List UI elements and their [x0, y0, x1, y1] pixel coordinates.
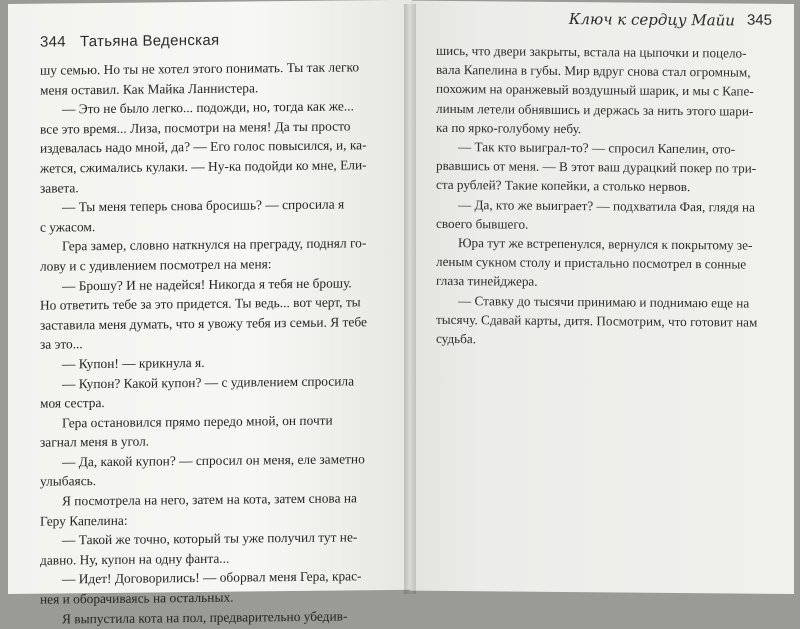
text-line: тысячу. Сдавай карты, дитя. Посмотрим, что готовит нам	[436, 311, 758, 330]
text-line: давно. Ну, купон на одну фанта...	[40, 550, 230, 568]
text-line: леным сукном столу и пристально посмотрел в сонные	[436, 254, 747, 272]
open-book	[8, 4, 794, 627]
text-line: Я посмотрела на него, затем на кота, затем снова на	[62, 490, 357, 509]
text-line: линым летели обнявшись и держась за нить этого шари-	[436, 100, 754, 119]
text-line: — Да, кто же выиграет? — подхватила Фая, глядя на	[458, 196, 755, 215]
text-line: — Купон? Какой купон? — с удивлением спросила	[62, 372, 355, 391]
left-page-text	[40, 57, 394, 629]
text-line: Но ответить тебе за это придется. Ты ведь... вот черт, ты	[40, 294, 361, 313]
text-line: издевалась надо мной, да? — Его голос повысился, и, ка-	[40, 137, 367, 157]
text-line: ка по ярко-голубому небу.	[436, 119, 582, 136]
right-page-header	[436, 9, 772, 30]
text-line: шу семью. Но ты не хотел этого понимать. Ты так легко	[40, 59, 360, 78]
text-line: похожим на оранжевый воздушный шарик, и мы с Капе-	[436, 81, 754, 100]
text-line: своего бывшего.	[436, 215, 529, 232]
text-line: шись, что двери закрыты, встала на цыпочки и поцело-	[436, 42, 747, 61]
right-page-number: 345	[746, 11, 772, 29]
text-line: — Такой же точно, который ты уже получил тут не-	[62, 529, 358, 548]
text-line: улыбаясь.	[40, 473, 97, 490]
text-line: — Идет! Договорились! — оборвал меня Гера, крас-	[62, 568, 362, 587]
text-line: Я выпустила кота на пол, предварительно убедив-	[62, 608, 348, 627]
author-name: Татьяна Веденская	[79, 31, 220, 51]
text-line: — Купон! — крикнула я.	[62, 354, 205, 372]
text-line: вала Капелина в губы. Мир вдруг снова стал огромным,	[436, 62, 751, 80]
text-line: рвавшись от меня. — В этот ваш дурацкий покер по три-	[436, 158, 757, 176]
text-line: за это...	[40, 336, 83, 352]
text-line: загнал меня в угол.	[40, 433, 150, 450]
text-line: судьба.	[436, 330, 477, 347]
text-line: завета.	[40, 179, 79, 196]
text-line: жется, сжимались кулаки. — Ну-ка подойди ко мне, Ели-	[40, 157, 367, 176]
right-page	[410, 1, 794, 594]
text-line: ста рублей? Такие копейки, а столько нервов.	[436, 177, 691, 195]
left-page	[8, 0, 412, 627]
right-page-text	[436, 41, 772, 351]
text-line: моя сестра.	[40, 395, 105, 411]
book-gutter	[404, 4, 416, 594]
text-line: лову и с удивлением посмотрел на меня:	[40, 256, 272, 274]
running-title: Ключ к сердцу Майи	[568, 10, 735, 30]
text-line: все это время... Лиза, посмотри на меня! Да ты просто	[40, 118, 351, 137]
text-line: — Это не было легко... подожди, но, тогда как же...	[62, 98, 354, 117]
text-line: заставила меня думать, что я увожу тебя из семьи. Я тебе	[40, 313, 367, 333]
left-page-number: 344	[40, 33, 66, 51]
text-line: — Брошу? И не надейся! Никогда я тебя не брошу.	[62, 274, 352, 293]
text-line: Геру Капелина:	[40, 512, 128, 529]
text-line: нея и оборачиваясь на остальных.	[40, 589, 234, 607]
text-line: — Так кто выиграл-то? — спросил Капелин, ото-	[458, 139, 736, 157]
text-line: с ужасом.	[40, 218, 96, 235]
text-line: — Ты меня теперь снова бросишь? — спросила я	[62, 196, 345, 215]
text-line: глаза тинейджера.	[436, 273, 538, 290]
left-page-header	[40, 30, 394, 51]
text-line: — Ставку до тысячи принимаю и поднимаю еще на	[458, 292, 750, 311]
text-line: — Да, какой купон? — спросил он меня, еле заметно	[62, 451, 365, 470]
text-line: Юра тут же встрепенулся, вернулся к покрытому зе-	[458, 235, 753, 253]
text-line: Гера остановился прямо передо мной, он почти	[62, 412, 333, 431]
text-line: Гера замер, словно наткнулся на преграду, поднял го-	[62, 235, 367, 254]
text-line: меня оставил. Как Майка Ланнистера.	[40, 79, 259, 98]
